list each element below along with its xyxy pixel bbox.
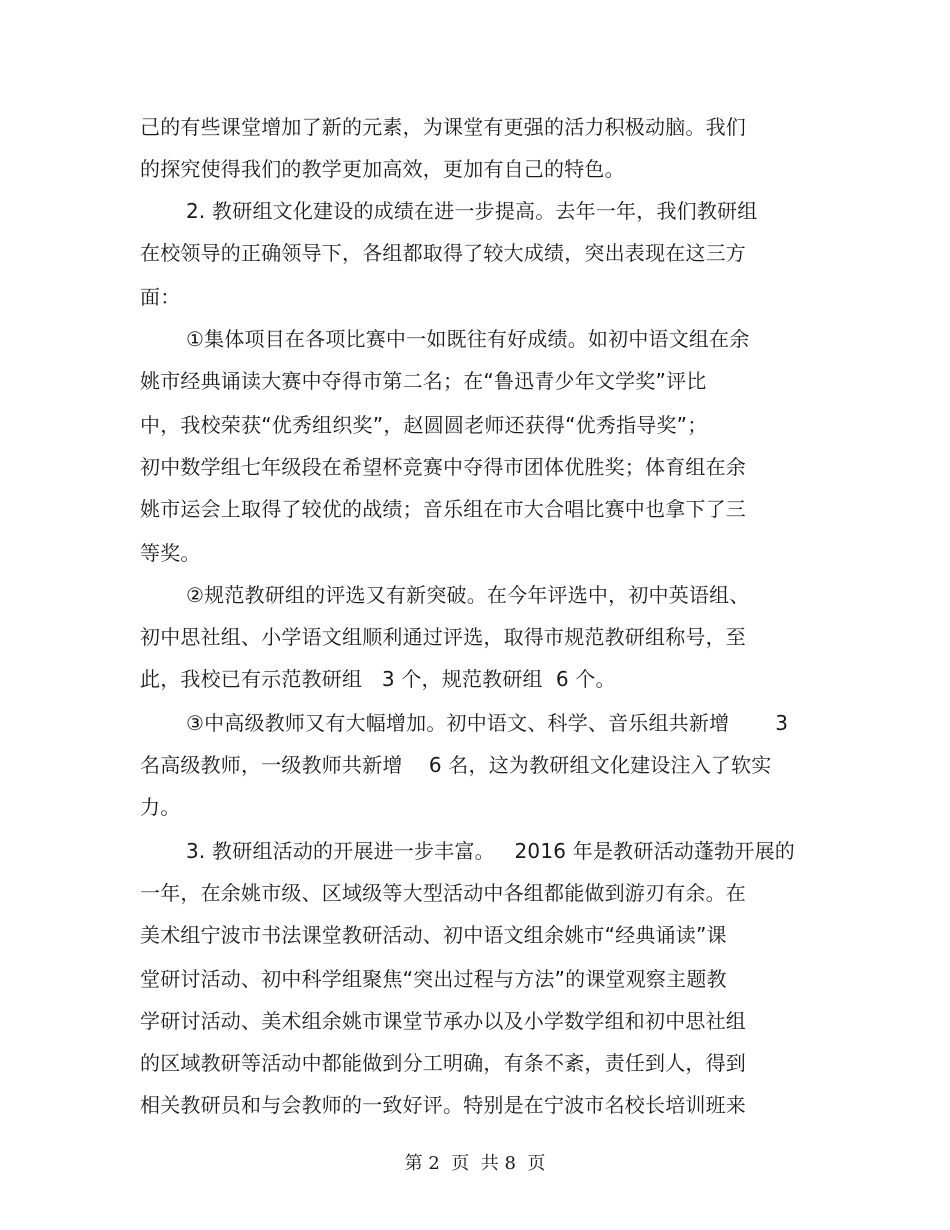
body-line: 等奖。: [140, 541, 201, 565]
section-3-heading-line: 3. 教研组活动的开展进一步丰富。 2016 年是教研活动蓬勃开展的: [186, 839, 795, 863]
body-line: 初中思社组、小学语文组顺利通过评选，取得市规范教研组称号，至: [140, 625, 746, 649]
body-line: 姚市运会上取得了较优的战绩；音乐组在市大合唱比赛中也拿下了三: [140, 497, 746, 521]
body-line: 相关教研员和与会教师的一致好评。特别是在宁波市名校长培训班来: [140, 1093, 746, 1117]
body-line: 此，我校已有示范教研组 3 个，规范教研组 6 个。: [140, 667, 616, 691]
body-line: 力。: [140, 795, 181, 819]
body-line: 堂研讨活动、初中科学组聚焦“突出过程与方法”的课堂观察主题教: [140, 967, 727, 991]
item-2-line: ②规范教研组的评选又有新突破。在今年评选中，初中英语组、: [186, 583, 750, 607]
body-line: 中，我校荣获“优秀组织奖”，赵圆圆老师还获得“优秀指导奖”；: [140, 413, 708, 437]
body-line: 名高级教师，一级教师共新增 6 名，这为教研组文化建设注入了软实: [140, 753, 772, 777]
body-line: 在校领导的正确领导下，各组都取得了较大成绩，突出表现在这三方: [140, 241, 746, 265]
page-number-footer: 第 2 页 共 8 页: [404, 1153, 546, 1174]
body-line: 姚市经典诵读大赛中夺得市第二名；在“鲁迅青少年文学奖”评比: [140, 369, 707, 393]
body-line: 的区域教研等活动中都能做到分工明确，有条不紊，责任到人，得到: [140, 1051, 746, 1075]
body-line: 一年，在余姚市级、区域级等大型活动中各组都能做到游刃有余。在: [140, 881, 746, 905]
item-3-line: ③中高级教师又有大幅增加。初中语文、科学、音乐组共新增 3: [186, 711, 789, 735]
section-2-heading-line: 2. 教研组文化建设的成绩在进一步提高。去年一年，我们教研组: [186, 199, 758, 223]
body-line: 面：: [140, 285, 181, 309]
body-line: 美术组宁波市书法课堂教研活动、初中语文组余姚市“经典诵读”课: [140, 923, 727, 947]
body-line: 的探究使得我们的教学更加高效，更加有自己的特色。: [140, 157, 625, 181]
body-line: 初中数学组七年级段在希望杯竞赛中夺得市团体优胜奖；体育组在余: [140, 455, 746, 479]
body-line: 学研讨活动、美术组余姚市课堂节承办以及小学数学组和初中思社组: [140, 1009, 746, 1033]
body-line: 己的有些课堂增加了新的元素，为课堂有更强的活力积极动脑。我们: [140, 115, 746, 139]
item-1-line: ①集体项目在各项比赛中一如既往有好成绩。如初中语文组在余: [186, 327, 750, 351]
